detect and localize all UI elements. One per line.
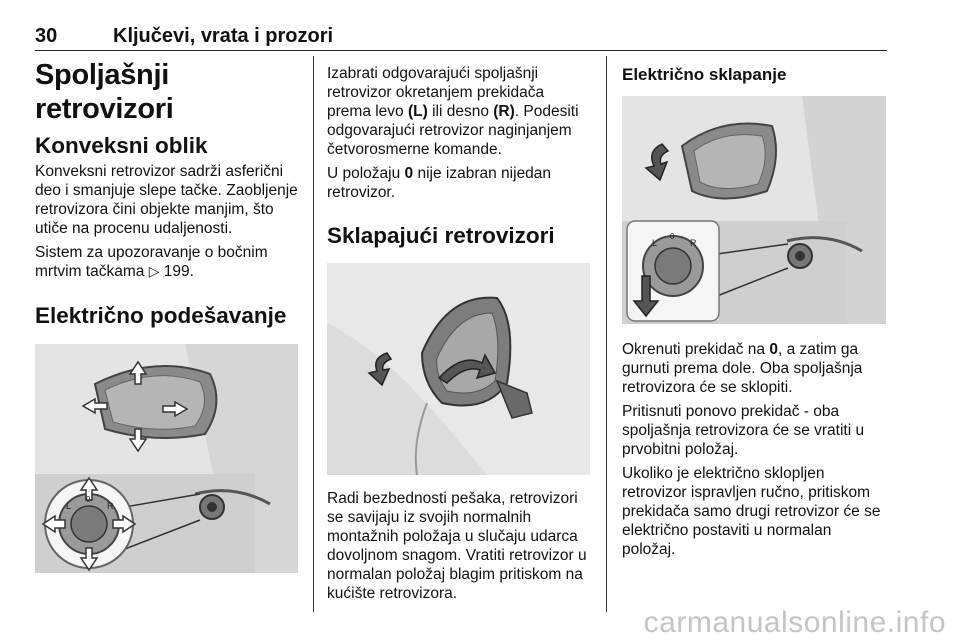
watermark-text: carmanualsonline.info bbox=[643, 606, 946, 639]
section-heading-electric-folding: Električno sklapanje bbox=[622, 65, 787, 84]
paragraph-konveksni: Konveksni retrovizor sadrži asferični deo i smanjuje slepe tačke. Zaobljenje retrovizora čini objekte manjim, što utiče na procenu udaljenosti. bbox=[35, 163, 298, 237]
figure-folding-mirror bbox=[327, 263, 590, 475]
paragraph-blind-spot bbox=[35, 243, 300, 282]
label-right-R: (R) bbox=[493, 103, 515, 120]
switch-label-left: L bbox=[66, 501, 72, 511]
illustration-mirror-fold bbox=[327, 263, 590, 475]
text-segment: , a zatim ga gurnuti prema dole. Oba spoljašnja retrovizora će se sklopiti. bbox=[622, 341, 863, 396]
switch-label-right: R bbox=[107, 501, 114, 511]
text-segment: . Podesiti odgovarajući retrovizor naginjanjem četvorosmerne komande. bbox=[327, 103, 579, 158]
section-heading-folding: Sklapajući retrovizori bbox=[327, 223, 555, 248]
page-reference[interactable]: 199. bbox=[159, 263, 194, 280]
text-segment: Okrenuti prekidač na bbox=[622, 341, 770, 358]
paragraph-position-zero bbox=[327, 164, 589, 202]
text-segment: ili desno bbox=[427, 103, 494, 120]
column-divider-2 bbox=[606, 56, 607, 612]
illustration-electric-fold bbox=[622, 96, 886, 324]
column-3 bbox=[622, 64, 887, 564]
section-heading-konveksni: Konveksni oblik bbox=[35, 133, 208, 158]
page-number: 30 bbox=[35, 25, 58, 47]
column-1 bbox=[35, 58, 300, 573]
illustration-mirror-adjust bbox=[35, 344, 298, 573]
page-title: Spoljašnji retrovizori bbox=[35, 59, 174, 125]
switch-label-left: L bbox=[652, 238, 658, 248]
section-heading-electric-adjust: Električno podešavanje bbox=[35, 303, 287, 328]
column-2 bbox=[327, 64, 589, 608]
paragraph-manual-correction: Ukoliko je električno sklopljen retrovizor ispravljen ručno, pritiskom prekidača samo drugi retrovizor će se električno postaviti u normalan položaj. bbox=[622, 465, 881, 558]
text-segment: nije izabran nijedan retrovizor. bbox=[327, 165, 552, 201]
text-segment: U položaju bbox=[327, 165, 405, 182]
label-left-L: (L) bbox=[407, 103, 428, 120]
switch-label-center: 0 bbox=[86, 495, 91, 504]
paragraph-press-again: Pritisnuti ponovo prekidač - oba spoljašnja retrovizora će se vratiti u prvobitni položaj. bbox=[622, 403, 865, 458]
text-segment: Izabrati odgovarajući spoljašnji retrovizor okretanjem prekidača prema levo bbox=[327, 65, 545, 120]
chapter-title: Ključevi, vrata i prozori bbox=[113, 25, 334, 47]
paragraph-select-mirror bbox=[327, 64, 589, 159]
paragraph-pedestrian-safety: Radi bezbednosti pešaka, retrovizori se savijaju iz svojih normalnih montažnih položaja u slučaju udarca dovoljnom snagom. Vratiti retrovizor u normalan položaj blagim pritiskom na kućište retrovizora. bbox=[327, 490, 587, 602]
figure-electric-adjust bbox=[35, 344, 298, 573]
paragraph-turn-switch bbox=[622, 340, 887, 397]
arrow-ref-icon: ▷ bbox=[148, 264, 160, 280]
label-zero: 0 bbox=[404, 165, 414, 182]
page-header bbox=[35, 24, 887, 51]
column-divider-1 bbox=[313, 56, 314, 612]
switch-label-right: R bbox=[690, 238, 697, 248]
figure-electric-folding bbox=[622, 96, 886, 324]
label-zero: 0 bbox=[769, 341, 778, 358]
switch-label-center: 0 bbox=[670, 232, 675, 241]
blind-spot-text: Sistem za upozoravanje o bočnim mrtvim tačkama bbox=[35, 244, 268, 280]
